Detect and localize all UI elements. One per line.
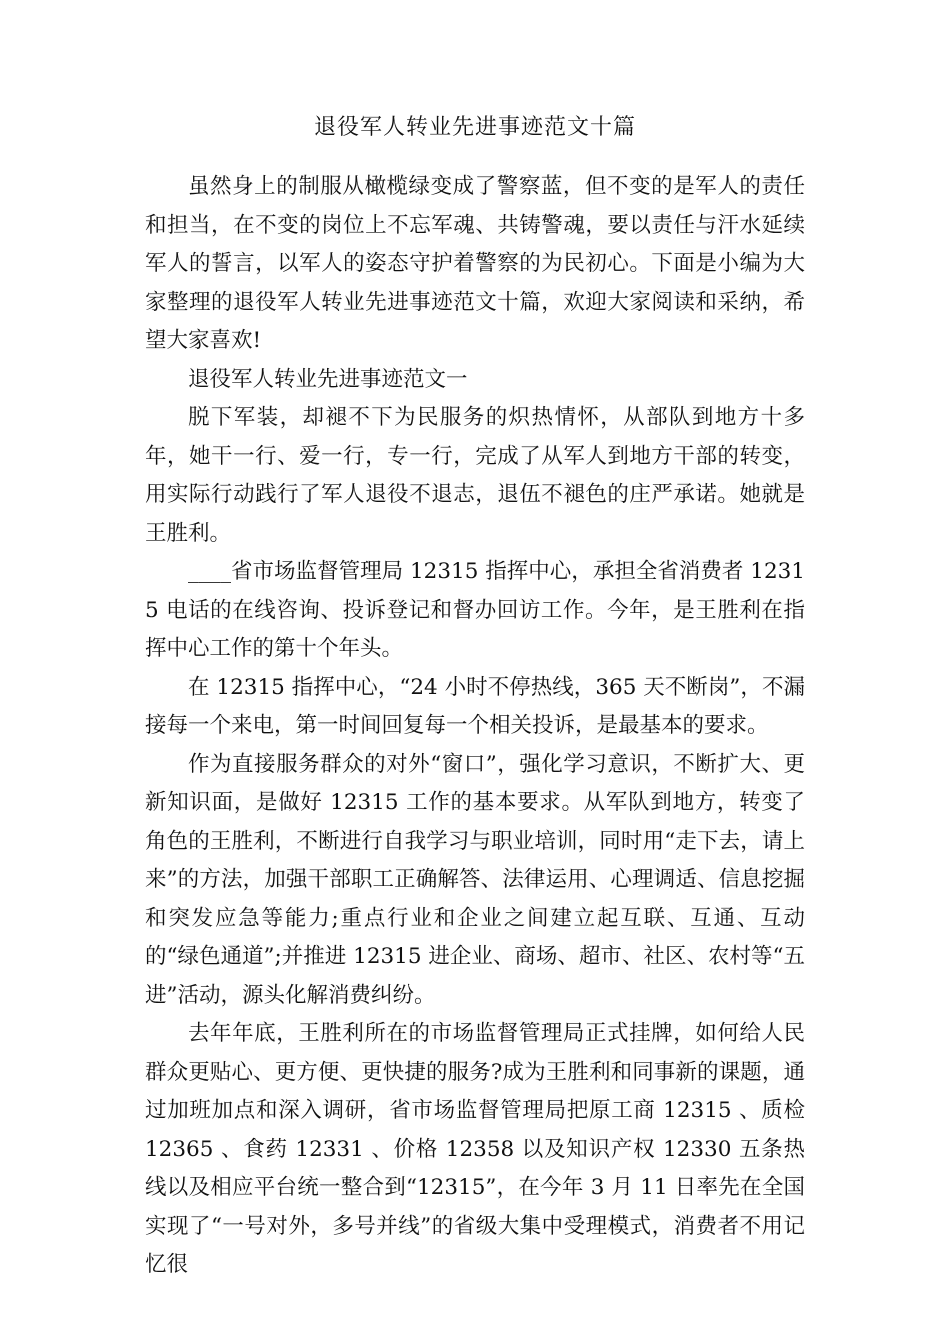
paragraph-5: 去年年底，王胜利所在的市场监督管理局正式挂牌，如何给人民群众更贴心、更方便、更快捷的服务?成为王胜利和同事新的课题，通过加班加点和深入调研，省市场监督管理局把原工商 12315 、质检 12365 、食药 12331 、价格 12358 以及知识产权 12330 五条热线以及相应平台统一整合到“12315”，在今年 3 月 11 日率先在全国实现了“一号对外，多号并线”的省级大集中受理模式，消费者不用记忆很 bbox=[145, 1021, 805, 1277]
paragraph-2: ____省市场监督管理局 12315 指挥中心，承担全省消费者 12315 电话的在线咨询、投诉登记和督办回访工作。今年，是王胜利在指挥中心工作的第十个年头。 bbox=[145, 559, 805, 661]
document-body bbox=[145, 168, 805, 1285]
document-title: 退役军人转业先进事迹范文十篇 bbox=[313, 115, 636, 140]
paragraph-intro: 虽然身上的制服从橄榄绿变成了警察蓝，但不变的是军人的责任和担当，在不变的岗位上不忘军魂、共铸警魂，要以责任与汗水延续军人的誓言，以军人的姿态守护着警察的为民初心。下面是小编为大家整理的退役军人转业先进事迹范文十篇，欢迎大家阅读和采纳，希望大家喜欢! bbox=[145, 174, 805, 353]
paragraph-4: 作为直接服务群众的对外“窗口”，强化学习意识，不断扩大、更新知识面，是做好 12315 工作的基本要求。从军队到地方，转变了角色的王胜利，不断进行自我学习与职业培训，同时用“走下去，请上来”的方法，加强干部职工正确解答、法律运用、心理调适、信息挖掘和突发应急等能力;重点行业和企业之间建立起互联、互通、互动的“绿色通道”;并推进 12315 进企业、商场、超市、社区、农村等“五进”活动，源头化解消费纠纷。 bbox=[145, 751, 805, 1008]
paragraph-1: 脱下军装，却褪不下为民服务的炽热情怀，从部队到地方十多年，她干一行、爱一行，专一行，完成了从军人到地方干部的转变，用实际行动践行了军人退役不退志，退伍不褪色的庄严承诺。她就是王胜利。 bbox=[145, 405, 805, 546]
paragraph-subheading: 退役军人转业先进事迹范文一 bbox=[188, 366, 468, 392]
paragraph-3: 在 12315 指挥中心，“24 小时不停热线，365 天不断岗”，不漏接每一个来电，第一时间回复每一个相关投诉，是最基本的要求。 bbox=[145, 674, 805, 738]
